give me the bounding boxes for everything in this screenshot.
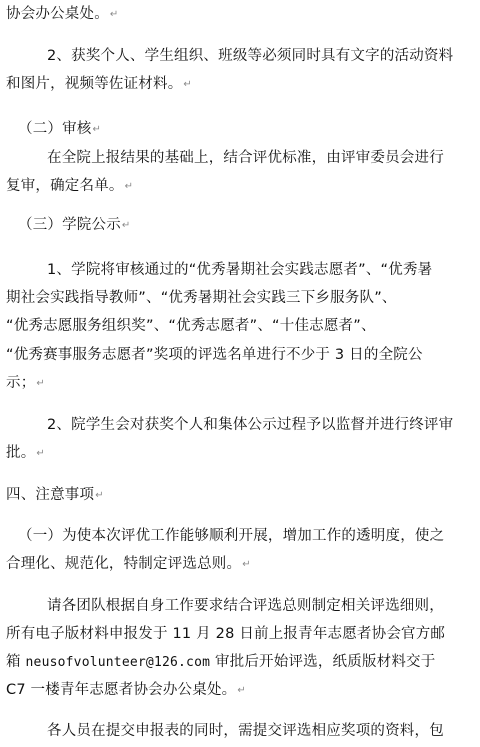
text-line-14	[6, 443, 480, 464]
text-line-17	[6, 554, 480, 575]
line-text: 期社会实践指导教师”、“优秀暑期社会实践三下乡服务队”、	[6, 290, 397, 306]
text-line-22	[47, 721, 480, 741]
line-text: 2、获奖个人、学生组织、班级等必须同时具有文字的活动资料	[47, 48, 454, 64]
line-text: 复审，确定名单。	[6, 178, 124, 194]
paragraph-mark-icon: ↵	[242, 559, 251, 570]
text-line-18	[47, 596, 480, 616]
line-text: 四、注意事项	[6, 487, 95, 503]
text-line-9	[6, 288, 480, 308]
line-text: 各人员在提交申报表的同时，需提交评选相应奖项的资料，包	[47, 723, 444, 739]
text-line-1	[6, 4, 480, 25]
line-text: 箱	[6, 654, 26, 670]
text-line-11	[6, 345, 480, 365]
paragraph-mark-icon: ↵	[109, 9, 119, 20]
text-line-13	[47, 415, 480, 435]
line-text: 所有电子版材料申报发于 11 月 28 日前上报青年志愿者协会官方邮	[6, 626, 446, 642]
line-text: 批。	[6, 445, 36, 461]
paragraph-mark-icon: ↵	[95, 490, 104, 501]
section-heading-notes	[6, 485, 480, 506]
paragraph-mark-icon: ↵	[124, 181, 134, 192]
text-line-19	[6, 624, 480, 644]
text-line-2	[47, 46, 480, 66]
line-text: “优秀志愿服务组织奖”、“优秀志愿者”、“十佳志愿者”、	[6, 318, 376, 334]
line-text: （二）审核	[18, 121, 92, 137]
email-address: neusofvolunteer@126.com	[25, 655, 211, 670]
line-text: 合理化、规范化，特制定评选总则。	[6, 556, 242, 572]
paragraph-mark-icon: ↵	[36, 448, 45, 459]
line-text: 在全院上报结果的基础上，结合评优标准，由评审委员会进行	[47, 150, 444, 166]
section-heading-publicity	[18, 215, 480, 236]
line-text: 1、学院将审核通过的“优秀暑期社会实践志愿者”、“优秀暑	[47, 262, 433, 278]
paragraph-mark-icon: ↵	[183, 79, 192, 90]
text-line-3	[6, 74, 480, 95]
line-text: 协会办公桌处。	[6, 6, 109, 22]
paragraph-mark-icon: ↵	[121, 220, 131, 231]
line-text: C7 一楼青年志愿者协会办公桌处。	[6, 682, 237, 698]
line-text: 请各团队根据自身工作要求结合评选总则制定相关评选细则，	[47, 598, 444, 614]
text-line-16	[18, 526, 480, 546]
line-text: “优秀赛事服务志愿者”奖项的评选名单进行不少于 3 日的全院公	[6, 347, 423, 363]
section-heading-review	[18, 119, 480, 140]
text-line-20	[6, 652, 480, 673]
text-line-10	[6, 316, 480, 336]
line-text: 审批后开始评选，纸质版材料交于	[210, 654, 436, 670]
text-line-6	[6, 176, 480, 197]
paragraph-mark-icon: ↵	[92, 124, 102, 135]
text-line-12	[6, 373, 480, 394]
line-text: （三）学院公示	[18, 217, 121, 233]
line-text: （一）为使本次评优工作能够顺利开展，增加工作的透明度，使之	[18, 528, 445, 544]
line-text: 示；	[6, 375, 36, 391]
text-line-8	[47, 260, 480, 280]
paragraph-mark-icon: ↵	[237, 685, 246, 696]
paragraph-mark-icon: ↵	[36, 378, 45, 389]
text-line-21	[6, 680, 480, 701]
line-text: 2、院学生会对获奖个人和集体公示过程予以监督并进行终评审	[47, 417, 454, 433]
text-line-5	[47, 148, 480, 168]
line-text: 和图片，视频等佐证材料。	[6, 76, 183, 92]
